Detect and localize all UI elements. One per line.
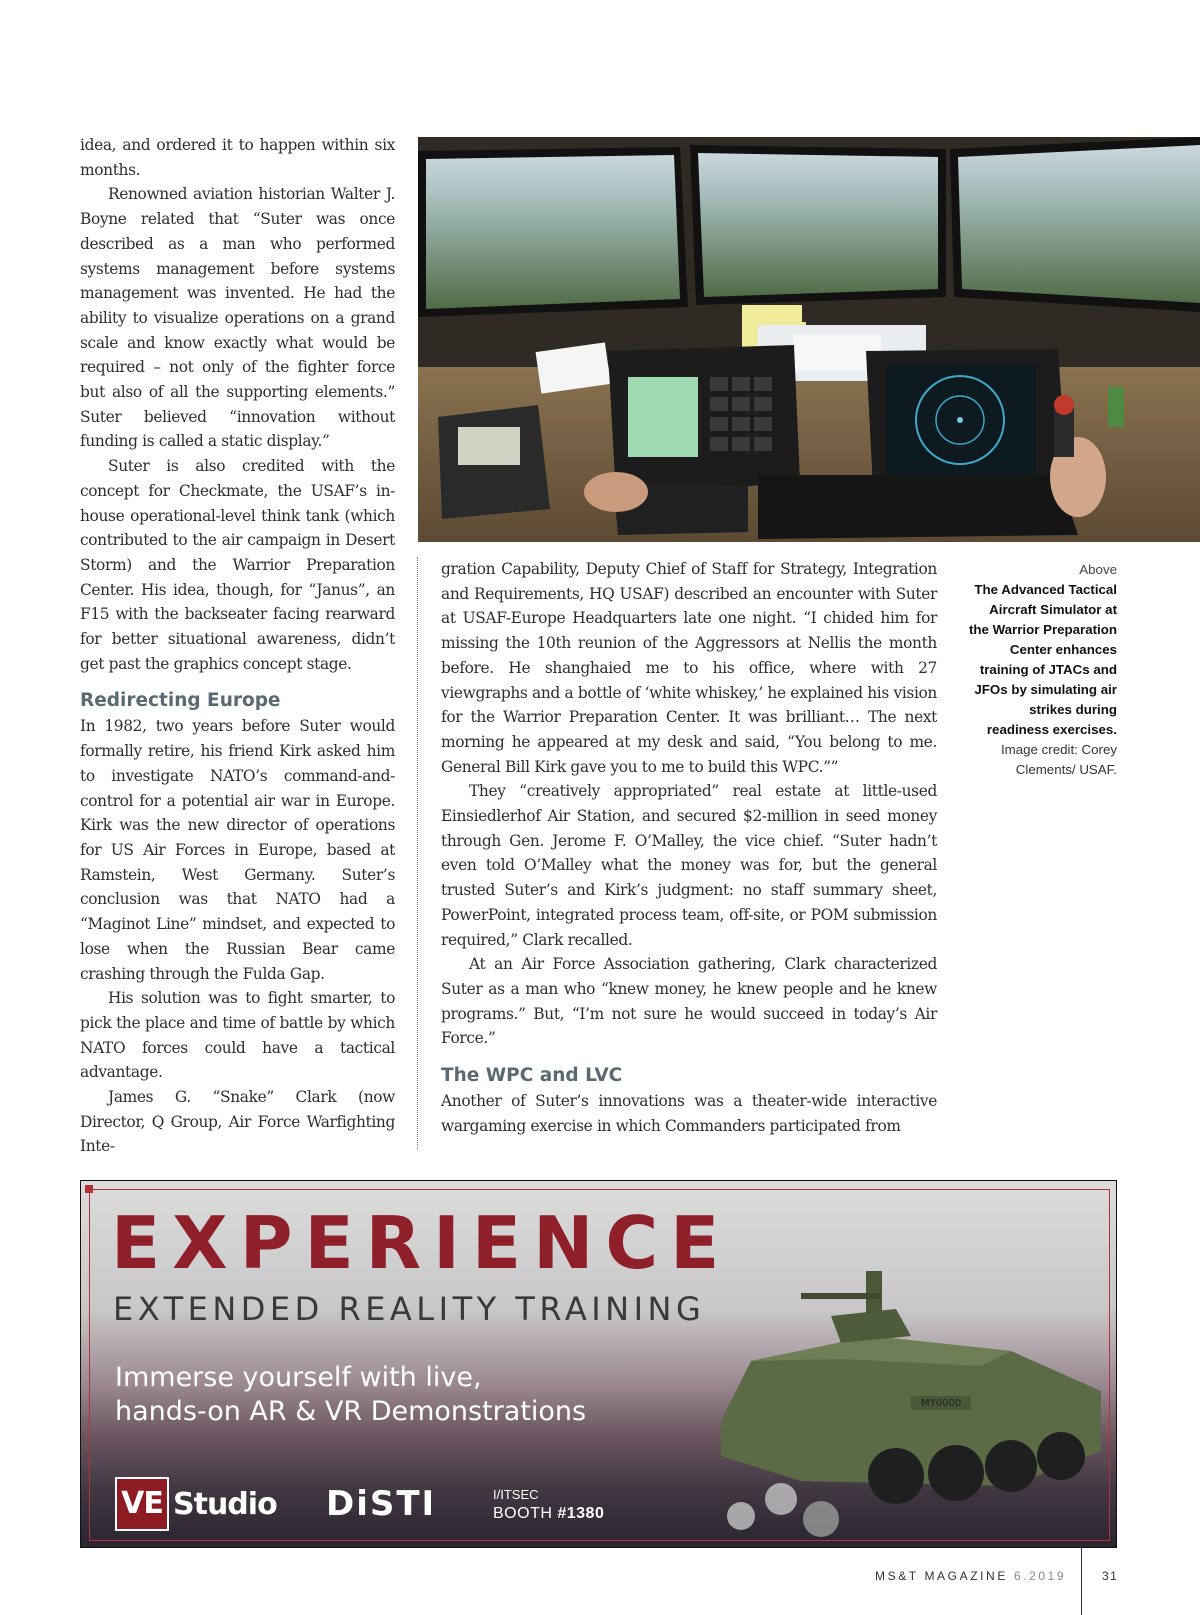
armored-vehicle-image (681, 1241, 1111, 1541)
disti-logo[interactable]: DiSTI (326, 1484, 437, 1524)
footer-divider (1081, 1548, 1082, 1615)
paragraph: At an Air Force Association gathering, Clark characterized Suter as a man who “knew money, he knew people and he knew programs.” But, “I’m not sure he would succeed in today’s Air Force.” (441, 955, 937, 1048)
ve-logo-box: VE (115, 1477, 169, 1531)
booth-label: BOOTH (493, 1505, 553, 1522)
paragraph: Another of Suter’s innovations was a theater-wide interactive wargaming exercise in which Commanders participated from (441, 1092, 937, 1135)
ad-body (115, 1361, 586, 1429)
booth-info (493, 1503, 604, 1525)
monitor-left (418, 147, 688, 317)
vehicle-marking: MY0000 (921, 1398, 962, 1409)
page-footer (875, 1568, 1066, 1584)
section-heading: The WPC and LVC (441, 1065, 623, 1087)
paragraph: Suter is also credited with the concept for Checkmate, the USAF’s in-house operational-level think tank (which contributed to the air campaign in Desert Storm) and the Warrior Preparation Center. His idea, though, for “Janus”, an F15 with the backseater facing rearward for better situational awareness, didn’t get past the graphics concept stage. (80, 457, 395, 673)
ve-studio-logo[interactable] (115, 1477, 277, 1531)
touch-panel-right (866, 349, 1068, 492)
page-number: 31 (1102, 1569, 1119, 1583)
touch-panel-left (608, 345, 800, 497)
ad-subheadline: EXTENDED REALITY TRAINING (113, 1290, 706, 1328)
paragraph: gration Capability, Deputy Chief of Staff for Strategy, Integration and Requirements, HQ USAF) described an encounter with Suter at USAF-Europe Headquarters late one night. “I chided him for missing the 10th reunion of the Aggressors at Nellis the month before. He shanghaied me to his office, where with 27 viewgraphs and a bottle of ‘white whiskey,’ he explained his vision for the Warrior Preparation Center. It was brilliant… The next morning he appeared at my desk and said, “You belong to me. General Bill Kirk gave you to me to build this WPC.”” (441, 560, 937, 776)
ad-headline: EXPERIENCE (111, 1201, 732, 1285)
ad-corner-mark (85, 1185, 93, 1193)
event-name: I/ITSEC (493, 1487, 539, 1502)
advertisement[interactable] (80, 1180, 1117, 1548)
paragraph: In 1982, two years before Suter would formally retire, his friend Kirk asked him to investigate NATO’s command-and-control for a potential air war in Europe. Kirk was the new director of operations for US Air Forces in Europe, based at Ramstein, West Germany. Suter’s conclusion was that NATO had a “Maginot Line” mindset, and expected to lose when the Russian Bear came crashing through the Fulda Gap. (80, 717, 395, 983)
desk-phone (438, 405, 550, 519)
monitor-right (950, 137, 1200, 312)
caption-text: The Advanced Tactical Aircraft Simulator at the Warrior Preparation Center enhances training of JTACs and JFOs by simulating air strikes during readiness exercises. (968, 582, 1117, 737)
section-heading: Redirecting Europe (80, 690, 281, 712)
monitor-center (690, 145, 946, 305)
studio-logo-text: Studio (173, 1486, 277, 1522)
paragraph: idea, and ordered it to happen within six months. (80, 136, 395, 179)
photo-caption (968, 560, 1117, 780)
paragraph: His solution was to fight smarter, to pick the place and time of battle by which NATO forces could have a tactical advantage. (80, 989, 395, 1082)
caption-credit: Image credit: Corey Clements/ USAF. (1000, 742, 1117, 777)
ad-body-line: hands-on AR & VR Demonstrations (115, 1396, 587, 1427)
column-divider (417, 557, 418, 1149)
magazine-name: MS&T MAGAZINE (875, 1569, 1008, 1583)
issue-date: 6.2019 (1013, 1569, 1067, 1583)
paragraph: Renowned aviation historian Walter J. Boyne related that “Suter was once described as a man who performed systems management before systems management was invented. He had the ability to visualize operations on a grand scale and know exactly what would be required – not only of the fighter force but also of all the supporting elements.” Suter believed “innovation without funding is called a static display.” (80, 185, 395, 451)
simulator-photo (418, 137, 1200, 542)
paragraph: They “creatively appropriated” real estate at little-used Einsiedlerhof Air Station, and secured $2-million in seed money through Gen. Jerome F. O’Malley, the vice chief. “Suter hadn’t even told O’Malley what the money was for, but the general trusted Suter’s and Kirk’s judgment: no staff summary sheet, PowerPoint, integrated process team, off-site, or POM submission required,” Clark recalled. (441, 782, 937, 949)
caption-label: Above (1079, 562, 1117, 577)
article-column-right (441, 557, 937, 1138)
paragraph: James G. “Snake” Clark (now Director, Q Group, Air Force Warfighting Inte- (80, 1088, 395, 1156)
ad-body-line: Immerse yourself with live, (115, 1362, 482, 1393)
article-column-left (80, 133, 395, 1159)
booth-number: #1380 (557, 1505, 605, 1522)
